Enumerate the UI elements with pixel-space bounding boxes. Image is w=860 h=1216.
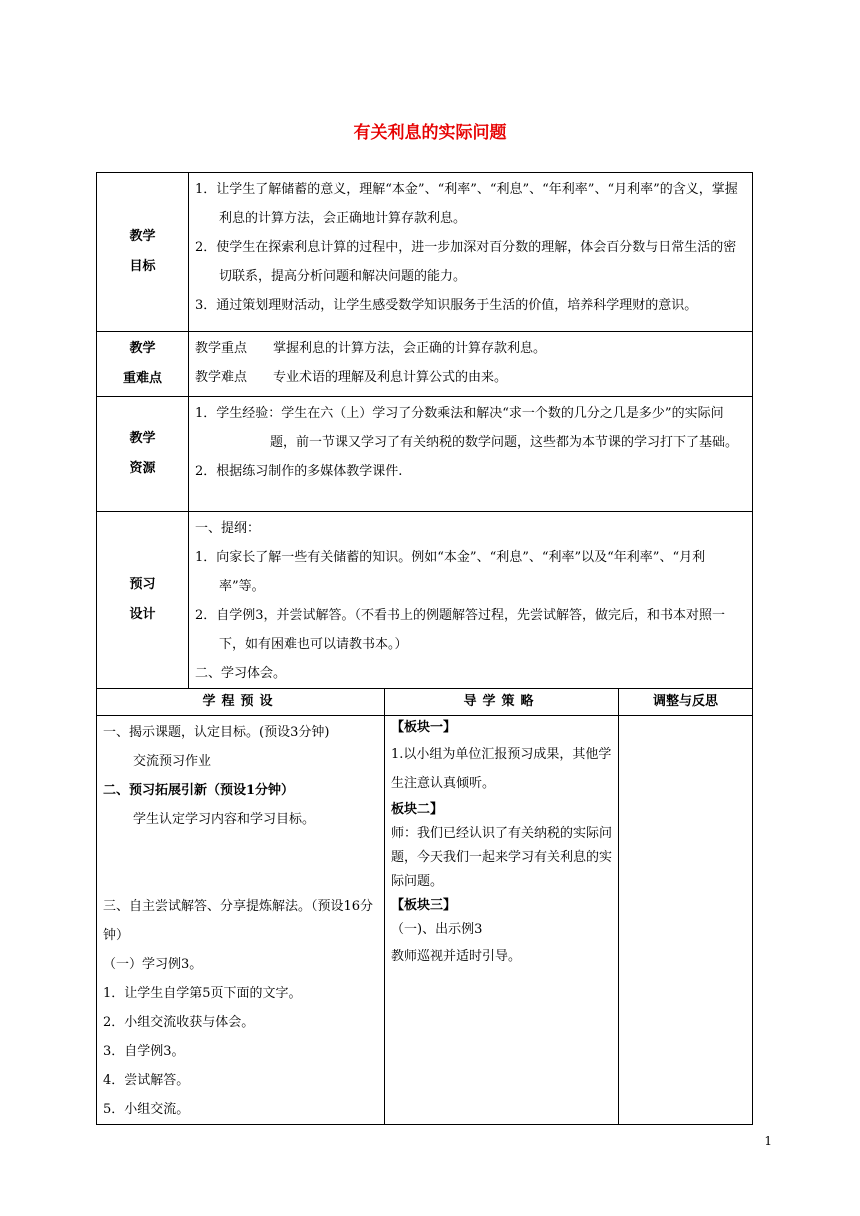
strategy-block-1: 【板块一】 — [391, 720, 457, 735]
strategy-block-3: 【板块三】 — [391, 898, 457, 913]
process-item-4: 4．尝试解答。 — [103, 1073, 190, 1088]
objectives-content — [189, 173, 753, 332]
strategy-text-2: 师：我们已经认识了有关纳税的实际问题，今天我们一起来学习有关利息的实际问题。 — [391, 826, 613, 889]
strategy-block-2: 板块二】 — [391, 802, 444, 817]
resource-item-1: 1．学生经验：学生在六（上）学习了分数乘法和解决“求一个数的几分之几是多少”的实际问题，前一节课又学习了有关纳税的数学问题，这些都为本节课的学习打下了基础。 — [195, 406, 739, 450]
strategy-text-3: （一)、出示例3 — [391, 922, 483, 937]
process-step-3: 三、自主尝试解答、分享提炼解法。（预设16分钟） — [103, 899, 374, 943]
strategy-column — [385, 716, 619, 1125]
preview-label: 预习 设计 — [97, 512, 189, 689]
objectives-label: 教学 目标 — [97, 173, 189, 332]
preview-outline-heading: 一、提纲： — [195, 521, 261, 536]
process-step-2-detail: 学生认定学习内容和学习目标。 — [133, 812, 316, 827]
process-step-1-detail: 交流预习作业 — [133, 754, 212, 769]
objective-item-3: 3．通过策划理财活动，让学生感受数学知识服务于生活的价值，培养科学理财的意识。 — [195, 298, 698, 313]
strategy-text-1: 1.以小组为单位汇报预习成果，其他学生注意认真倾听。 — [391, 747, 612, 791]
difficulty-line: 教学难点 专业术语的理解及利息计算公式的由来。 — [195, 370, 508, 385]
objective-item-2: 2．使学生在探索利息计算的过程中，进一步加深对百分数的理解，体会百分数与日常生活的密切联系，提高分析问题和解决问题的能力。 — [195, 240, 737, 284]
process-item-3: 3．自学例3。 — [103, 1044, 185, 1059]
header-reflection: 调整与反思 — [619, 689, 753, 716]
preview-content — [189, 512, 753, 689]
resources-label: 教学 资源 — [97, 397, 189, 512]
reflection-column — [619, 716, 753, 1125]
resources-content — [189, 397, 753, 512]
objectives-row — [97, 173, 753, 332]
preview-item-1: 1．向家长了解一些有关储蓄的知识。例如“本金”、“利息”、“利率”以及“年利率”、“月利率”等。 — [195, 550, 706, 594]
lesson-plan-table — [96, 172, 753, 1125]
keypoints-content — [189, 332, 753, 397]
process-step-2: 二、预习拓展引新（预设1分钟） — [103, 783, 295, 798]
page-number: 1 — [764, 1134, 772, 1148]
resources-row — [97, 397, 753, 512]
process-column — [97, 716, 385, 1125]
process-sub-heading: （一）学习例3。 — [103, 957, 203, 972]
resource-item-2: 2．根据练习制作的多媒体教学课件. — [195, 464, 403, 479]
preview-row — [97, 512, 753, 689]
process-item-2: 2．小组交流收获与体会。 — [103, 1015, 255, 1030]
strategy-text-4: 教师巡视并适时引导。 — [391, 949, 522, 964]
header-strategy: 导学策略 — [385, 689, 619, 716]
column-header-row — [97, 689, 753, 716]
process-step-1: 一、揭示课题，认定目标。(预设3分钟) — [103, 725, 330, 740]
process-row — [97, 716, 753, 1125]
preview-reflection: 二、学习体会。 — [195, 666, 287, 681]
document-title: 有关利息的实际问题 — [353, 123, 507, 143]
objective-item-1: 1．让学生了解储蓄的意义，理解“本金”、“利率”、“利息”、“年利率”、“月利率”的含义，掌握利息的计算方法，会正确地计算存款利息。 — [195, 182, 738, 226]
keypoints-label: 教学 重难点 — [97, 332, 189, 397]
process-item-5: 5．小组交流。 — [103, 1102, 190, 1117]
process-item-1: 1．让学生自学第5页下面的文字。 — [103, 986, 302, 1001]
preview-item-2: 2．自学例3，并尝试解答。（不看书上的例题解答过程，先尝试解答，做完后，和书本对照一下，如有困难也可以请教书本。） — [195, 608, 726, 652]
header-process: 学程预设 — [97, 689, 385, 716]
key-point-line: 教学重点 掌握利息的计算方法，会正确的计算存款利息。 — [195, 341, 547, 356]
keypoints-row — [97, 332, 753, 397]
